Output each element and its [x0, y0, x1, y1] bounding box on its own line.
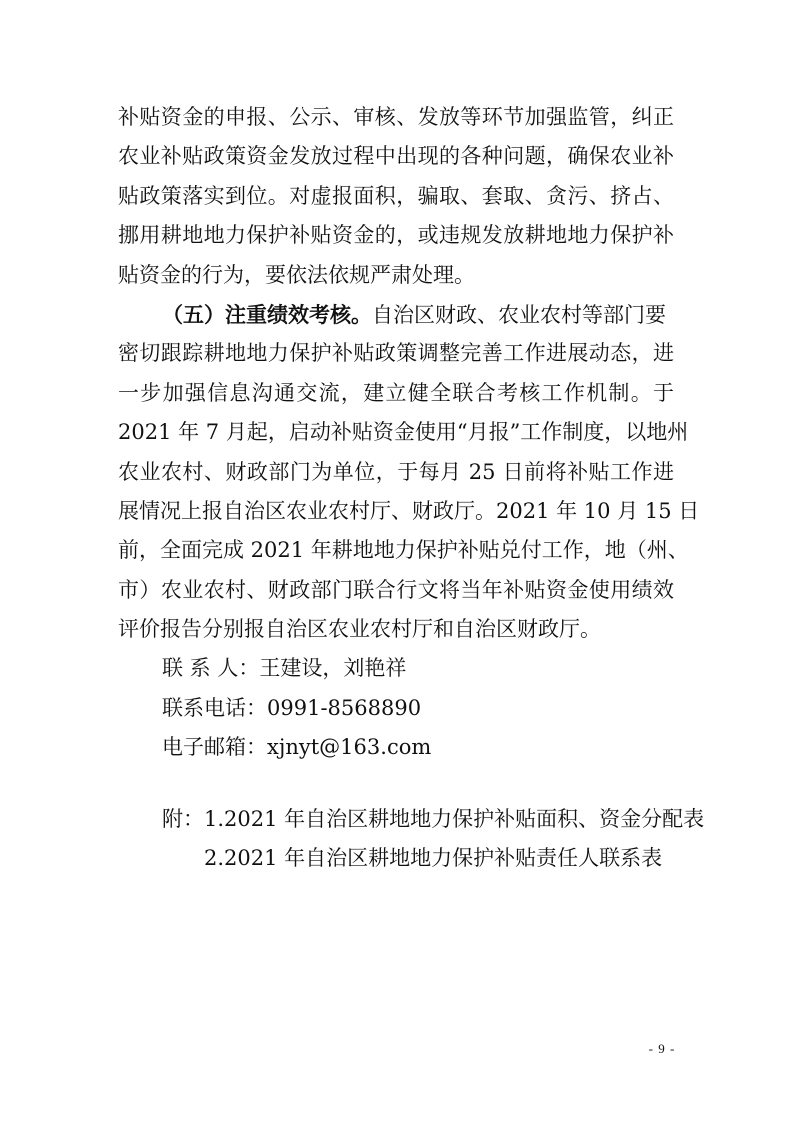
body-line-2: 农业补贴政策资金发放过程中出现的各种问题，确保农业补 — [118, 144, 674, 169]
body-line-3: 贴政策落实到位。对虚报面积，骗取、套取、贪污、挤占、 — [118, 183, 674, 208]
section-5-line-4: 2021 年 7 月起，启动补贴资金使用“月报”工作制度，以地州 — [118, 420, 689, 445]
spacer — [118, 768, 674, 800]
attachment-item-2: 2.2021 年自治区耕地地力保护补贴责任人联系表 — [204, 846, 663, 871]
section-5-line-2: 密切跟踪耕地地力保护补贴政策调整完善工作进展动态，进 — [118, 341, 674, 366]
section-5-line-3: 一步加强信息沟通交流，建立健全联合考核工作机制。于 — [118, 380, 674, 405]
contact-person: 联 系 人：王建设，刘艳祥 — [162, 656, 407, 681]
page-number: - 9 - — [648, 1041, 676, 1056]
section-5-line-5: 农业农村、财政部门为单位，于每月 25 日前将补贴工作进 — [118, 459, 674, 484]
section-5-line-6: 展情况上报自治区农业农村厅、财政厅。2021 年 10 月 15 日 — [118, 498, 700, 523]
section-5-heading: （五）注重绩效考核。 — [162, 301, 372, 327]
section-5-line-8: 市）农业农村、财政部门联合行文将当年补贴资金使用绩效 — [118, 577, 674, 602]
section-5-line-7: 前，全面完成 2021 年耕地地力保护补贴兑付工作，地（州、 — [118, 538, 689, 563]
attachment-item-1: 附：1.2021 年自治区耕地地力保护补贴面积、资金分配表 — [162, 806, 705, 831]
section-5-first-line — [118, 295, 674, 334]
section-5-line-9: 评价报告分别报自治区农业农村厅和自治区财政厅。 — [118, 617, 601, 642]
body-line-1: 补贴资金的申报、公示、审核、发放等环节加强监管，纠正 — [118, 105, 674, 129]
body-line-5: 贴资金的行为，要依法依规严肃处理。 — [118, 262, 475, 287]
contact-email: 电子邮箱：xjnyt@163.com — [162, 735, 432, 760]
contact-phone: 联系电话：0991-8568890 — [162, 695, 422, 720]
document-body — [118, 98, 705, 878]
section-5-first-line-text: 自治区财政、农业农村等部门要 — [372, 302, 666, 327]
body-line-4: 挪用耕地地力保护补贴资金的，或违规发放耕地地力保护补 — [118, 223, 674, 248]
